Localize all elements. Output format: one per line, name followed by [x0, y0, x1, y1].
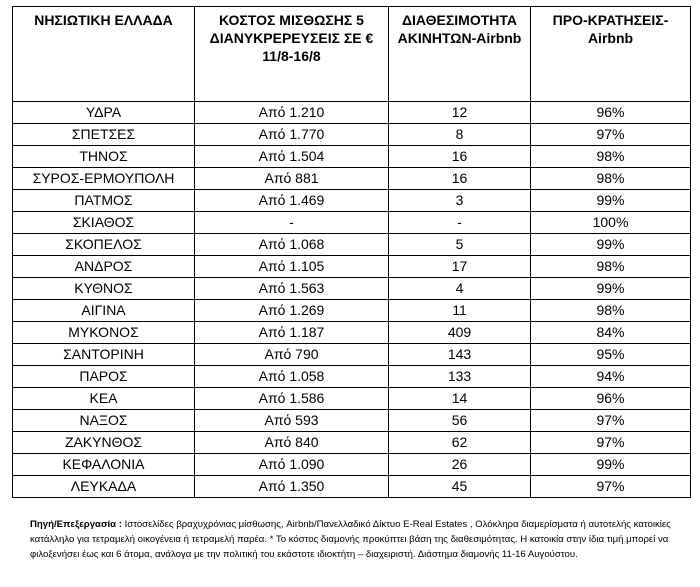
cell-rental-cost: Από 1.058: [195, 366, 389, 388]
cell-availability: 5: [389, 234, 531, 256]
cell-rental-cost: Από 1.090: [195, 454, 389, 476]
header-availability: ΔΙΑΘΕΣΙΜΟΤΗΤΑ ΑΚΙΝΗΤΩΝ-Airbnb: [389, 7, 531, 102]
cell-rental-cost: Από 593: [195, 410, 389, 432]
cell-rental-cost: Από 1.586: [195, 388, 389, 410]
table-row: [13, 102, 691, 124]
cell-availability: 16: [389, 146, 531, 168]
cell-prebookings: 99%: [531, 278, 691, 300]
cell-prebookings: 97%: [531, 124, 691, 146]
cell-availability: 409: [389, 322, 531, 344]
cell-rental-cost: Από 1.187: [195, 322, 389, 344]
cell-availability: 8: [389, 124, 531, 146]
cell-rental-cost: Από 790: [195, 344, 389, 366]
cell-availability: 11: [389, 300, 531, 322]
cell-prebookings: 97%: [531, 410, 691, 432]
header-island: ΝΗΣΙΩΤΙΚΗ ΕΛΛΑΔΑ: [13, 7, 195, 102]
cell-rental-cost: Από 1.770: [195, 124, 389, 146]
cell-prebookings: 96%: [531, 388, 691, 410]
cell-prebookings: 97%: [531, 476, 691, 498]
cell-island: ΑΝΔΡΟΣ: [13, 256, 195, 278]
table-row: [13, 322, 691, 344]
table-row: [13, 278, 691, 300]
cell-availability: 45: [389, 476, 531, 498]
cell-island: ΖΑΚΥΝΘΟΣ: [13, 432, 195, 454]
cell-prebookings: 97%: [531, 432, 691, 454]
cell-rental-cost: Από 1.563: [195, 278, 389, 300]
cell-rental-cost: Από 840: [195, 432, 389, 454]
cell-availability: 26: [389, 454, 531, 476]
cell-prebookings: 100%: [531, 212, 691, 234]
source-footnote: [30, 517, 686, 562]
cell-rental-cost: Από 1.068: [195, 234, 389, 256]
cell-island: ΣΥΡΟΣ-ΕΡΜΟΥΠΟΛΗ: [13, 168, 195, 190]
cell-availability: 62: [389, 432, 531, 454]
cell-rental-cost: Από 1.210: [195, 102, 389, 124]
cell-prebookings: 95%: [531, 344, 691, 366]
cell-prebookings: 96%: [531, 102, 691, 124]
rental-cost-table: [12, 6, 691, 498]
table-row: [13, 212, 691, 234]
table-row: [13, 190, 691, 212]
cell-rental-cost: Από 1.469: [195, 190, 389, 212]
table-row: [13, 454, 691, 476]
table-row: [13, 168, 691, 190]
table-row: [13, 344, 691, 366]
cell-island: ΚΕΦΑΛΟΝΙΑ: [13, 454, 195, 476]
cell-availability: 17: [389, 256, 531, 278]
cell-island: ΣΚΙΑΘΟΣ: [13, 212, 195, 234]
table-row: [13, 366, 691, 388]
header-prebookings: ΠΡΟ-ΚΡΑΤΗΣΕΙΣ-Airbnb: [531, 7, 691, 102]
cell-island: ΥΔΡΑ: [13, 102, 195, 124]
cell-rental-cost: Από 1.350: [195, 476, 389, 498]
cell-island: ΛΕΥΚΑΔΑ: [13, 476, 195, 498]
cell-rental-cost: Από 881: [195, 168, 389, 190]
cell-island: ΠΑΡΟΣ: [13, 366, 195, 388]
cell-availability: 4: [389, 278, 531, 300]
cell-island: ΣΠΕΤΣΕΣ: [13, 124, 195, 146]
cell-availability: 12: [389, 102, 531, 124]
cell-prebookings: 98%: [531, 168, 691, 190]
cell-island: ΣΚΟΠΕΛΟΣ: [13, 234, 195, 256]
table-row: [13, 124, 691, 146]
table-row: [13, 476, 691, 498]
cell-rental-cost: Από 1.269: [195, 300, 389, 322]
cell-island: ΣΑΝΤΟΡΙΝΗ: [13, 344, 195, 366]
footnote-text: Ιστοσελίδες βραχυχρόνιας μίσθωσης, Airbnb/Πανελλαδικό Δίκτυο E-Real Estates , Ολόκληρα διαμερίσματα ή αυτοτελής κατοικίες κατάλληλο για τετραμελή οικογένεια ή τετραμελή παρέα. * Το κόστος διαμονής προκύπτει βάση της διαθεσιμότητας. Η κατοικία στην ίδια τιμή μπορεί να φιλοξενήσει έως και 6 άτομα, ανάλογα με την πολιτική του εκάστοτε ιδιοκτήτη – διαχειριστή. Διάστημα διαμονής 11-16 Αυγούστου.: [30, 519, 671, 560]
table-row: [13, 432, 691, 454]
cell-rental-cost: Από 1.504: [195, 146, 389, 168]
table-row: [13, 146, 691, 168]
cell-availability: 133: [389, 366, 531, 388]
cell-prebookings: 98%: [531, 256, 691, 278]
table-row: [13, 256, 691, 278]
cell-prebookings: 99%: [531, 190, 691, 212]
table-body: [13, 102, 691, 498]
cell-island: ΑΙΓΙΝΑ: [13, 300, 195, 322]
cell-availability: 14: [389, 388, 531, 410]
table-row: [13, 234, 691, 256]
table-row: [13, 388, 691, 410]
footnote-label: Πηγή/Επεξεργασία :: [30, 519, 122, 530]
cell-island: ΝΑΞΟΣ: [13, 410, 195, 432]
cell-prebookings: 99%: [531, 454, 691, 476]
cell-availability: -: [389, 212, 531, 234]
cell-availability: 3: [389, 190, 531, 212]
cell-prebookings: 94%: [531, 366, 691, 388]
table-row: [13, 410, 691, 432]
cell-rental-cost: Από 1.105: [195, 256, 389, 278]
cell-prebookings: 99%: [531, 234, 691, 256]
table-row: [13, 300, 691, 322]
cell-rental-cost: -: [195, 212, 389, 234]
cell-island: ΚΥΘΝΟΣ: [13, 278, 195, 300]
cell-island: ΠΑΤΜΟΣ: [13, 190, 195, 212]
cell-prebookings: 98%: [531, 300, 691, 322]
cell-availability: 16: [389, 168, 531, 190]
cell-island: ΚΕΑ: [13, 388, 195, 410]
cell-availability: 56: [389, 410, 531, 432]
cell-availability: 143: [389, 344, 531, 366]
header-rental-cost: ΚΟΣΤΟΣ ΜΙΣΘΩΣΗΣ 5 ΔΙΑΝΥΚΡΕΡΕΥΣΕΙΣ ΣΕ € 11/8-16/8: [195, 7, 389, 102]
cell-island: ΜΥΚΟΝΟΣ: [13, 322, 195, 344]
cell-island: ΤΗΝΟΣ: [13, 146, 195, 168]
cell-prebookings: 98%: [531, 146, 691, 168]
table-header-row: [13, 7, 691, 102]
cell-prebookings: 84%: [531, 322, 691, 344]
